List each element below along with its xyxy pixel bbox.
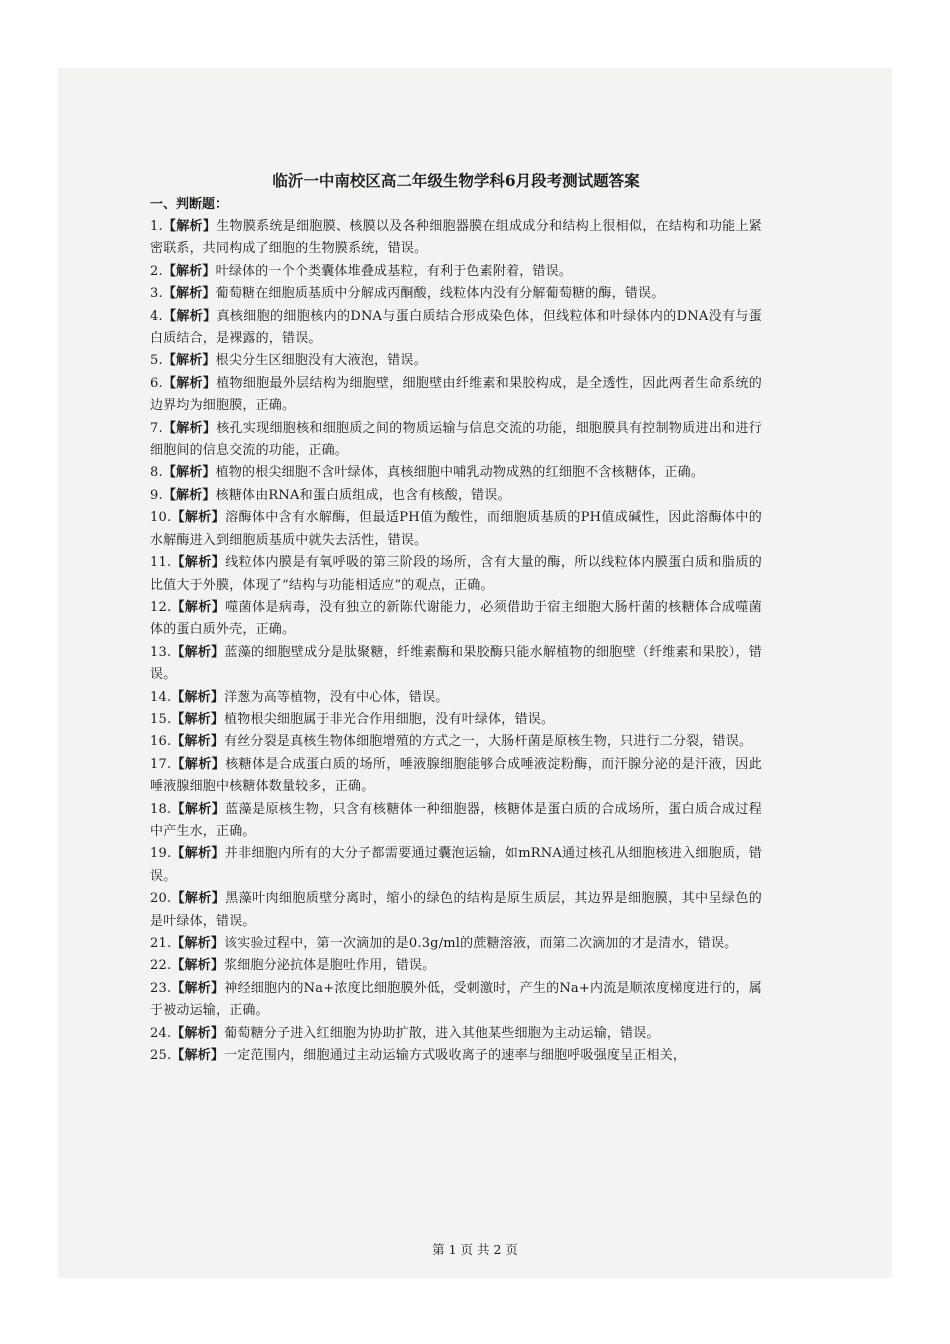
analysis-tag: 【解析】 bbox=[171, 510, 226, 526]
answer-item bbox=[150, 261, 762, 283]
answer-item bbox=[150, 642, 762, 687]
answer-text: 并非细胞内所有的大分子都需要通过囊泡运输，如mRNA通过核孔从细胞核进入细胞质，错误。 bbox=[150, 846, 762, 884]
answer-number: 4. bbox=[150, 308, 163, 324]
analysis-tag: 【解析】 bbox=[171, 689, 225, 705]
answer-item bbox=[150, 731, 762, 753]
answer-item bbox=[150, 597, 762, 642]
analysis-tag: 【解析】 bbox=[162, 465, 216, 481]
analysis-tag: 【解析】 bbox=[162, 353, 216, 369]
answer-text: 核孔实现细胞核和细胞质之间的物质运输与信息交流的功能，细胞膜具有控制物质进出和进行细胞间的信息交流的功能，正确。 bbox=[150, 420, 762, 459]
answer-item bbox=[150, 485, 762, 507]
answer-text: 蓝藻的细胞壁成分是肽聚糖，纤维素酶和果胶酶只能水解植物的细胞壁（纤维素和果胶），错误。 bbox=[150, 644, 762, 683]
section-heading: 一、判断题： bbox=[150, 197, 229, 212]
answer-text: 线粒体内膜是有氧呼吸的第三阶段的场所，含有大量的酶，所以线粒体内膜蛋白质和脂质的比值大于外膜，体现了“结构与功能相适应”的观点，正确。 bbox=[150, 555, 762, 593]
answer-item bbox=[150, 462, 762, 484]
answer-number: 14. bbox=[150, 689, 172, 705]
answer-text: 葡萄糖在细胞质基质中分解成丙酮酸，线粒体内没有分解葡萄糖的酶，错误。 bbox=[215, 286, 665, 302]
analysis-tag: 【解析】 bbox=[171, 980, 225, 996]
answer-number: 12. bbox=[150, 599, 172, 615]
analysis-tag: 【解析】 bbox=[171, 1025, 225, 1041]
document-body bbox=[150, 170, 762, 1067]
document-title: 临沂一中南校区高二年级生物学科6月段考测试题答案 bbox=[272, 171, 640, 190]
answer-number: 10. bbox=[150, 510, 172, 526]
analysis-tag: 【解析】 bbox=[171, 734, 225, 750]
answer-text: 该实验过程中，第一次滴加的是0.3g/ml的蔗糖溶液，而第二次滴加的才是清水，错误。 bbox=[224, 936, 738, 951]
answer-text: 植物根尖细胞属于非光合作用细胞，没有叶绿体，错误。 bbox=[224, 711, 555, 727]
answer-item bbox=[150, 933, 762, 955]
answer-item bbox=[150, 888, 762, 933]
analysis-tag: 【解析】 bbox=[171, 711, 225, 727]
answer-number: 3. bbox=[150, 286, 163, 302]
analysis-tag: 【解析】 bbox=[162, 286, 216, 302]
answer-text: 浆细胞分泌抗体是胞吐作用，错误。 bbox=[224, 958, 436, 974]
answer-item bbox=[150, 418, 762, 463]
answer-number: 7. bbox=[150, 420, 163, 436]
analysis-tag: 【解析】 bbox=[171, 599, 226, 615]
answer-number: 9. bbox=[150, 487, 163, 503]
answer-item bbox=[150, 978, 762, 1023]
answer-number: 23. bbox=[150, 980, 172, 996]
answer-item bbox=[150, 283, 762, 305]
analysis-tag: 【解析】 bbox=[171, 958, 225, 974]
analysis-tag: 【解析】 bbox=[171, 1048, 225, 1064]
answer-item bbox=[150, 754, 762, 799]
answer-number: 6. bbox=[150, 375, 163, 391]
answer-text: 生物膜系统是细胞膜、核膜以及各种细胞器膜在组成成分和结构上很相似，在结构和功能上紧密联系，共同构成了细胞的生物膜系统，错误。 bbox=[150, 219, 762, 257]
answer-text: 蓝藻是原核生物，只含有核糖体一种细胞器，核糖体是蛋白质的合成场所，蛋白质合成过程中产生水，正确。 bbox=[150, 801, 762, 839]
answer-text: 核糖体由RNA和蛋白质组成，也含有核酸，错误。 bbox=[215, 487, 511, 503]
answer-item bbox=[150, 843, 762, 888]
answer-number: 24. bbox=[150, 1025, 172, 1041]
answer-item bbox=[150, 350, 762, 372]
answer-text: 植物的根尖细胞不含叶绿体，真核细胞中哺乳动物成熟的红细胞不含核糖体，正确。 bbox=[215, 465, 705, 481]
analysis-tag: 【解析】 bbox=[171, 644, 225, 660]
analysis-tag: 【解析】 bbox=[171, 801, 226, 817]
answer-number: 25. bbox=[150, 1048, 172, 1064]
answer-text: 洋葱为高等植物，没有中心体，错误。 bbox=[224, 689, 449, 705]
answer-number: 16. bbox=[150, 734, 172, 750]
analysis-tag: 【解析】 bbox=[162, 219, 217, 234]
answer-text: 噬菌体是病毒，没有独立的新陈代谢能力，必须借助于宿主细胞大肠杆菌的核糖体合成噬菌体的蛋白质外壳，正确。 bbox=[150, 599, 762, 638]
answer-text: 植物细胞最外层结构为细胞壁，细胞壁由纤维素和果胶构成，是全透性，因此两者生命系统的边界均为细胞膜，正确。 bbox=[150, 375, 762, 414]
page-footer: 第 1 页 共 2 页 bbox=[432, 1242, 518, 1257]
answer-item bbox=[150, 1023, 762, 1045]
answer-item bbox=[150, 955, 762, 977]
answer-text: 根尖分生区细胞没有大液泡，错误。 bbox=[215, 353, 427, 369]
answer-number: 2. bbox=[150, 263, 163, 279]
analysis-tag: 【解析】 bbox=[171, 756, 226, 772]
answer-number: 8. bbox=[150, 465, 163, 481]
answer-number: 15. bbox=[150, 711, 172, 727]
analysis-tag: 【解析】 bbox=[162, 308, 217, 324]
analysis-tag: 【解析】 bbox=[171, 891, 226, 907]
answer-text: 真核细胞的细胞核内的DNA与蛋白质结合形成染色体，但线粒体和叶绿体内的DNA没有与蛋白质结合，是裸露的，错误。 bbox=[150, 308, 762, 347]
answer-list bbox=[150, 216, 762, 1067]
analysis-tag: 【解析】 bbox=[171, 936, 225, 951]
answer-number: 13. bbox=[150, 644, 172, 660]
answer-number: 1. bbox=[150, 219, 163, 234]
answer-text: 神经细胞内的Na+浓度比细胞膜外低，受刺激时，产生的Na+内流是顺浓度梯度进行的，属于被动运输，正确。 bbox=[150, 980, 762, 1019]
answer-number: 18. bbox=[150, 801, 172, 817]
answer-text: 一定范围内，细胞通过主动运输方式吸收离子的速率与细胞呼吸强度呈正相关， bbox=[224, 1048, 687, 1064]
answer-item bbox=[150, 709, 762, 731]
answer-item bbox=[150, 507, 762, 552]
answer-text: 核糖体是合成蛋白质的场所，唾液腺细胞能够合成唾液淀粉酶，而汗腺分泌的是汗液，因此唾液腺细胞中核糖体数量较多，正确。 bbox=[150, 756, 762, 795]
answer-item bbox=[150, 552, 762, 597]
analysis-tag: 【解析】 bbox=[162, 375, 217, 391]
analysis-tag: 【解析】 bbox=[162, 263, 216, 279]
answer-item bbox=[150, 799, 762, 844]
answer-item bbox=[150, 687, 762, 709]
answer-item bbox=[150, 216, 762, 261]
answer-item bbox=[150, 1045, 762, 1067]
answer-item bbox=[150, 373, 762, 418]
answer-number: 19. bbox=[150, 846, 172, 862]
answer-number: 20. bbox=[150, 891, 172, 907]
answer-text: 葡萄糖分子进入红细胞为协助扩散，进入其他某些细胞为主动运输，错误。 bbox=[224, 1025, 660, 1041]
analysis-tag: 【解析】 bbox=[162, 420, 217, 436]
answer-text: 溶酶体中含有水解酶，但最适PH值为酸性，而细胞质基质的PH值成碱性，因此溶酶体中的水解酶进入到细胞质基质中就失去活性，错误。 bbox=[150, 510, 762, 548]
analysis-tag: 【解析】 bbox=[162, 487, 216, 503]
answer-number: 17. bbox=[150, 756, 172, 772]
answer-number: 11. bbox=[150, 555, 172, 571]
answer-number: 22. bbox=[150, 958, 172, 974]
answer-text: 叶绿体的一个个类囊体堆叠成基粒，有利于色素附着，错误。 bbox=[215, 263, 573, 279]
analysis-tag: 【解析】 bbox=[171, 846, 225, 862]
answer-text: 有丝分裂是真核生物体细胞增殖的方式之一，大肠杆菌是原核生物，只进行二分裂，错误。 bbox=[224, 734, 753, 750]
answer-text: 黑藻叶肉细胞质壁分离时，缩小的绿色的结构是原生质层，其边界是细胞膜，其中呈绿色的是叶绿体，错误。 bbox=[150, 891, 762, 929]
answer-number: 21. bbox=[150, 936, 172, 951]
answer-item bbox=[150, 306, 762, 351]
analysis-tag: 【解析】 bbox=[171, 555, 226, 571]
answer-number: 5. bbox=[150, 353, 163, 369]
